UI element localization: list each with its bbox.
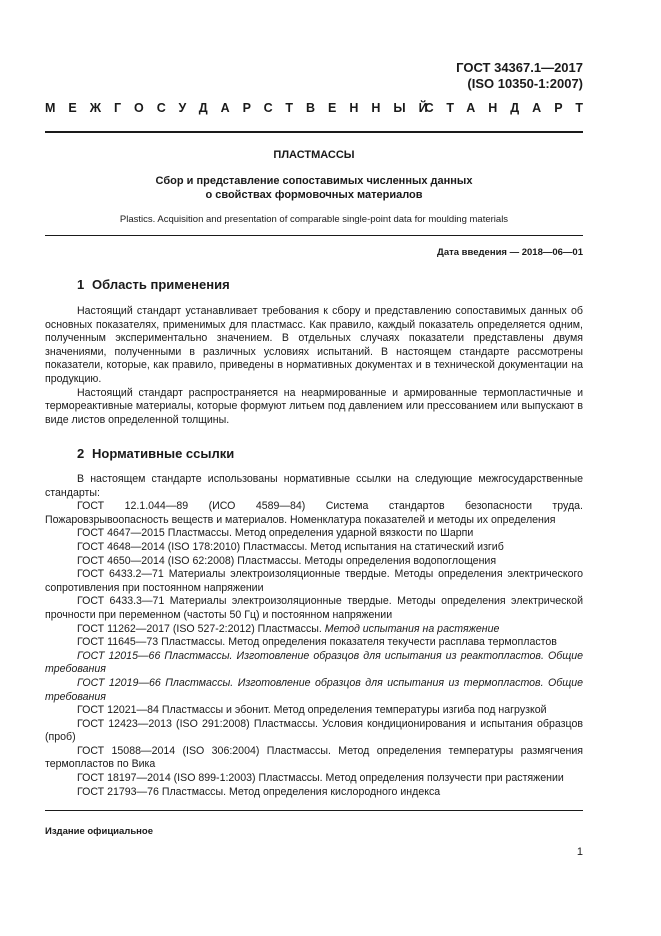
reference-item: ГОСТ 4647—2015 Пластмассы. Метод определения ударной вязкости по Шарпи — [77, 527, 474, 540]
reference-item: ГОСТ 4650—2014 (ISO 62:2008) Пластмассы. Методы определения водопоглощения — [77, 554, 497, 567]
reference-item: ГОСТ 11645—73 Пластмассы. Метод определения показателя текучести расплава термопластов — [77, 636, 557, 649]
banner-word-interstate: МЕЖГОСУДАРСТВЕННЫЙ — [45, 101, 441, 115]
reference-item: ГОСТ 12015—66 Пластмассы. Изготовление образцов для испытания из реактопластов. Общие требования — [45, 649, 583, 676]
reference-item: ГОСТ 12019—66 Пластмассы. Изготовление образцов для испытания из термопластов. Общие требования — [45, 676, 583, 703]
subtitle-line-2: о свойствах формовочных материалов — [205, 189, 423, 201]
document-title: ПЛАСТМАССЫ — [273, 149, 355, 161]
reference-item: ГОСТ 12.1.044—89 (ИСО 4589—84) Система стандартов безопасности труда. Пожаровзрывоопасность веществ и материалов. Номенклатура показателей и методы их определения — [45, 500, 583, 526]
iso-number: (ISO 10350-1:2007) — [467, 76, 583, 91]
page-number: 1 — [576, 846, 583, 858]
section-1-body — [45, 305, 583, 427]
reference-item: ГОСТ 6433.3—71 Материалы электроизоляционные твердые. Методы определения электрической прочности при переменном (частоты 50 Гц) и постоянном напряжении — [45, 595, 583, 621]
paragraph: Настоящий стандарт распространяется на неармированные и армированные термопластичные и термореактивные материалы, которые формуют литьем под давлением или прессованием или выпускают в виде листов определенной толщины. — [45, 386, 583, 426]
header-rule — [45, 131, 583, 133]
banner-word-standard: СТАНДАРТ — [424, 101, 596, 115]
section-2-title: Нормативные ссылки — [92, 446, 235, 461]
section-1-number: 1 — [77, 277, 85, 292]
reference-item: ГОСТ 18197—2014 (ISO 899-1:2003) Пластмассы. Метод определения ползучести при растяжении — [77, 772, 564, 785]
reference-item — [45, 623, 583, 637]
reference-list — [45, 500, 583, 799]
reference-item: ГОСТ 21793—76 Пластмассы. Метод определения кислородного индекса — [77, 785, 441, 798]
reference-item: ГОСТ 15088—2014 (ISO 306:2004) Пластмассы. Метод определения температуры размягчения термопластов по Вика — [45, 744, 583, 771]
section-1-title: Область применения — [92, 277, 230, 292]
reference-item: ГОСТ 12423—2013 (ISO 291:2008) Пластмассы. Условия кондиционирования и испытания образцов (проб) — [45, 717, 583, 744]
paragraph: Настоящий стандарт устанавливает требования к сбору и представлению сопоставимых данных об основных показателях, применимых для пластмасс. Как правило, каждый показатель определяется одним, полученным экспериментально значением. В отдельных случаях показатели представлены двумя значениями, полученными в различных условиях испытаний. В настоящем стандарте рассмотрены показатели, которые, как правило, приведены в нормативных документах и в технической документации на продукцию. — [45, 305, 583, 385]
subtitle-line-1: Сбор и представление сопоставимых численных данных — [155, 175, 473, 187]
section-2-body — [45, 473, 583, 799]
section-2-number: 2 — [77, 446, 85, 461]
edition-label: Издание официальное — [45, 826, 153, 837]
reference-plain-part: ГОСТ 11262—2017 (ISO 527-2:2012) Пластмассы. — [77, 622, 325, 635]
references-intro: В настоящем стандарте использованы нормативные ссылки на следующие межгосударственные стандарты: — [45, 473, 583, 499]
title-rule — [45, 235, 583, 236]
footer-rule — [45, 810, 583, 811]
section-1-heading — [77, 277, 230, 293]
reference-italic-part: Метод испытания на растяжение — [324, 622, 500, 635]
document-subtitle — [45, 174, 583, 202]
reference-item: ГОСТ 12021—84 Пластмассы и эбонит. Метод определения температуры изгиба под нагрузкой — [77, 704, 547, 717]
reference-item: ГОСТ 6433.2—71 Материалы электроизоляционные твердые. Методы определения электрического сопротивления при постоянном напряжении — [45, 568, 583, 594]
section-2-heading — [77, 446, 234, 462]
english-title: Plastics. Acquisition and presentation of comparable single-point data for moulding materials — [119, 214, 509, 225]
reference-item: ГОСТ 4648—2014 (ISO 178:2010) Пластмассы. Метод испытания на статический изгиб — [77, 540, 504, 553]
effective-date: Дата введения — 2018—06—01 — [437, 247, 583, 258]
gost-number: ГОСТ 34367.1—2017 — [456, 60, 583, 75]
